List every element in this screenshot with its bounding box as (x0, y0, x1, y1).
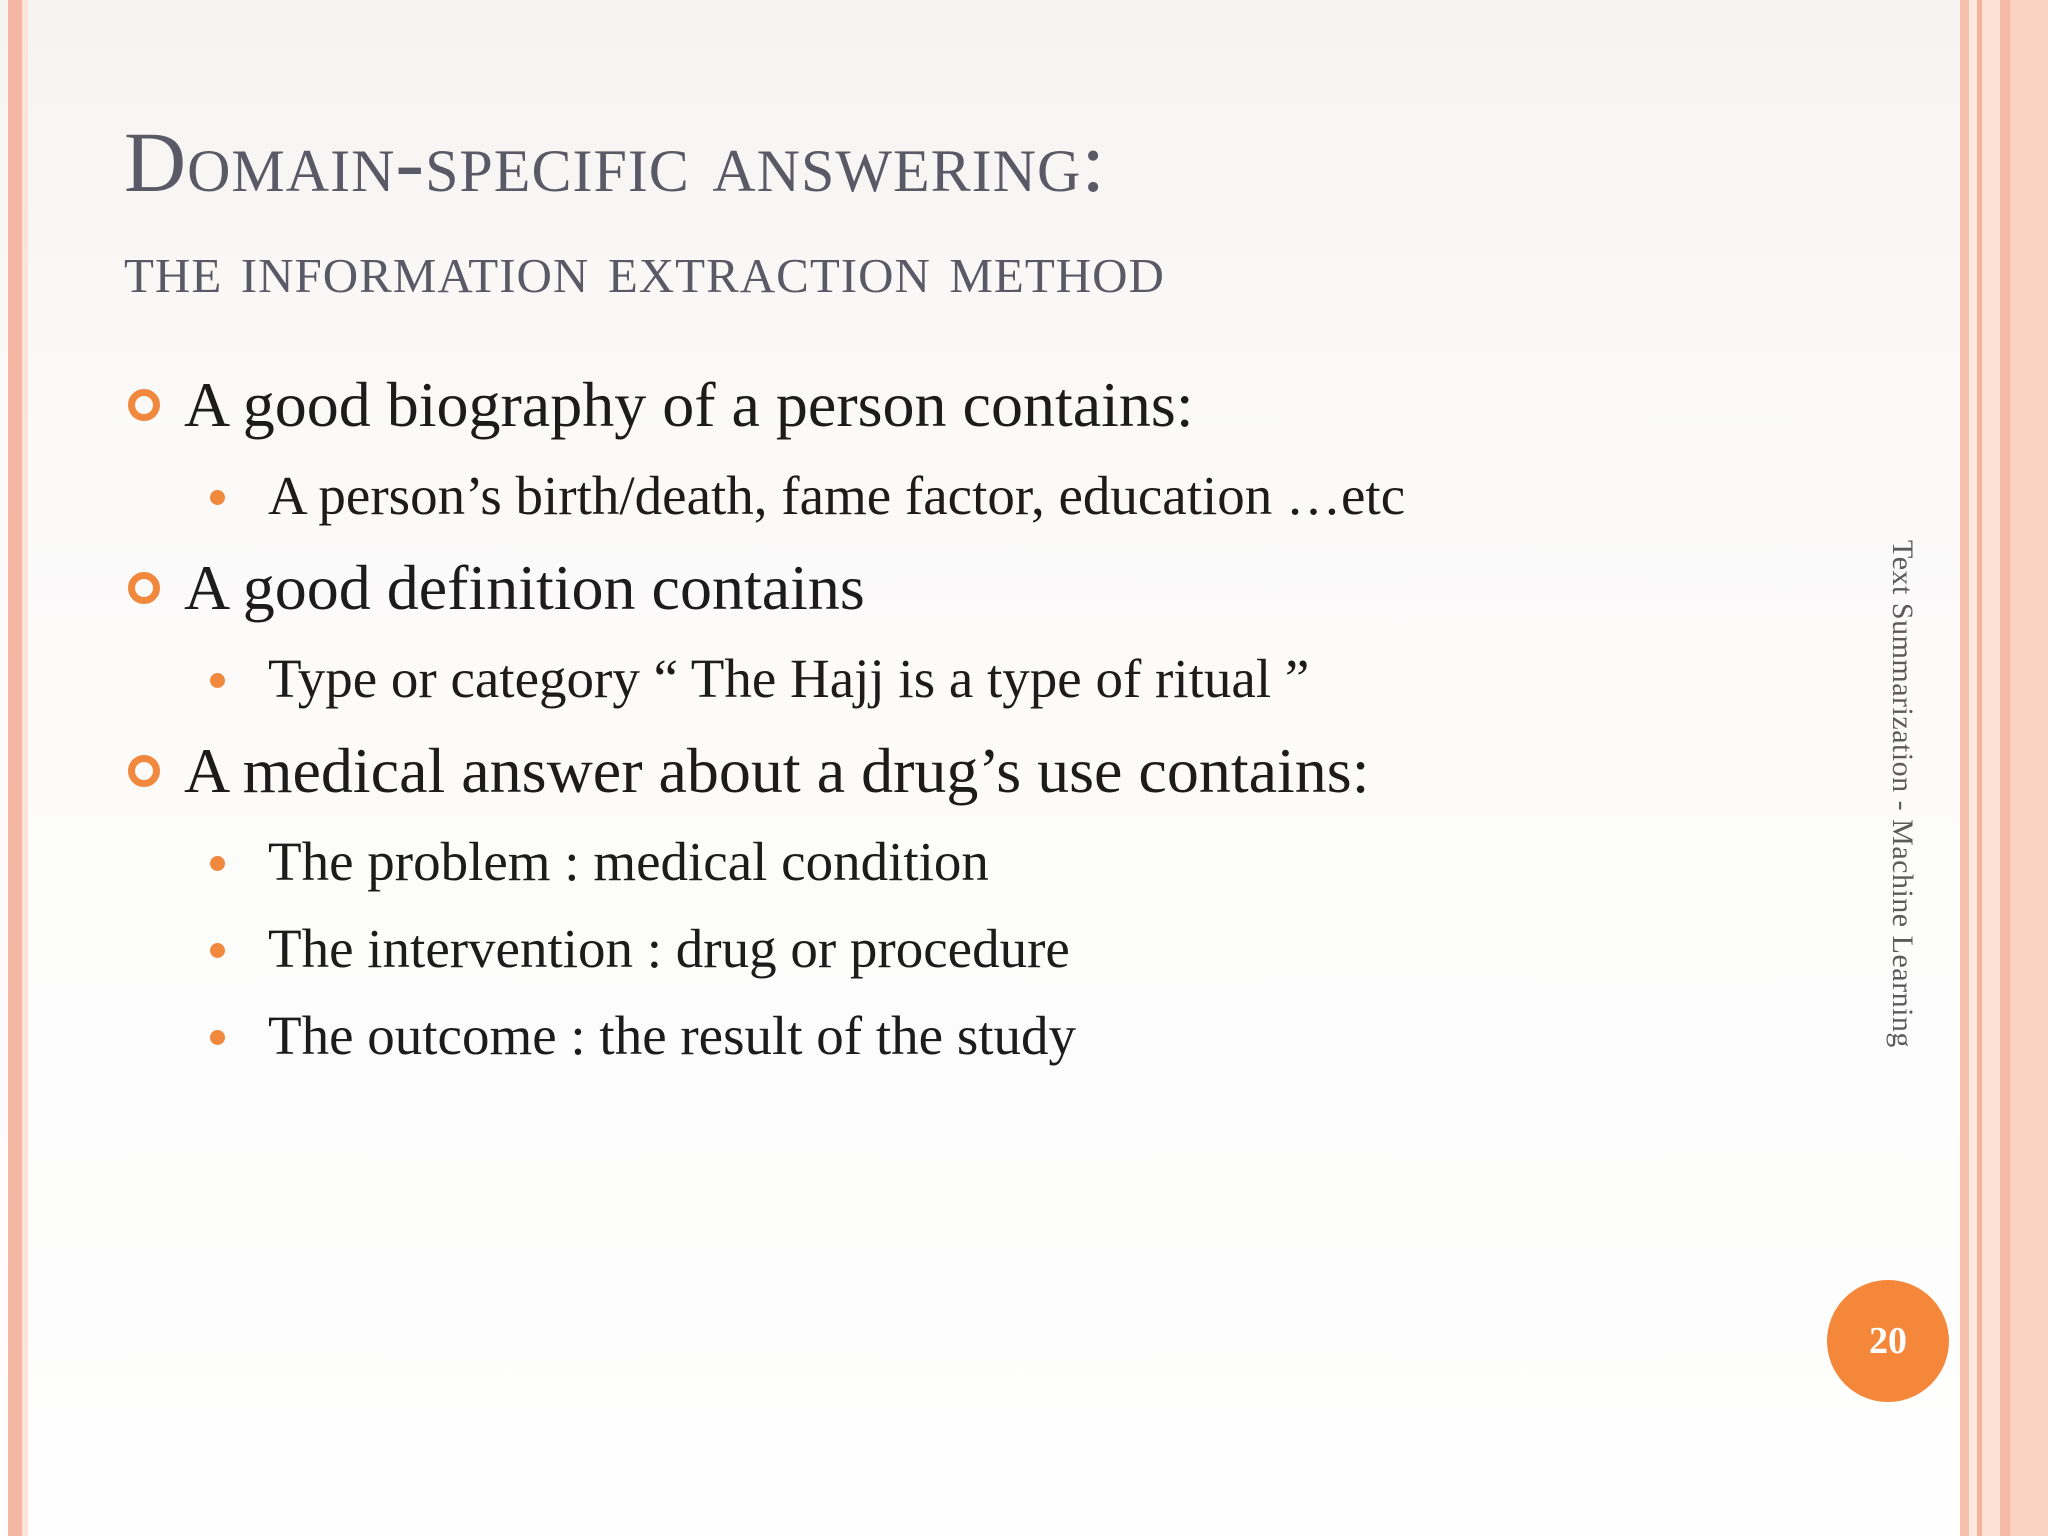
right-border-band (1960, 0, 1969, 1536)
bullet-text: A good biography of a person contains: (184, 369, 1194, 440)
sub-bullet-biography-details (124, 461, 1704, 531)
bullet-biography (124, 365, 1704, 445)
right-border-band (1969, 0, 1977, 1536)
filled-dot-icon (210, 856, 225, 871)
sub-bullet-outcome (124, 1001, 1704, 1071)
slide-title (124, 108, 1165, 324)
filled-dot-icon (210, 490, 225, 505)
vertical-footer-text: Text Summarization - Machine Learning (1886, 540, 1919, 1048)
bullet-text: A good definition contains (184, 552, 865, 623)
sub-bullet-definition-type (124, 644, 1704, 714)
page-number-badge: 20 (1827, 1280, 1949, 1402)
sub-bullet-text: The intervention : drug or procedure (268, 918, 1070, 979)
filled-dot-icon (210, 1030, 225, 1045)
bullet-medical-answer (124, 731, 1704, 811)
sub-bullet-problem (124, 827, 1704, 897)
sub-bullet-text: Type or category “ The Hajj is a type of ritual ” (268, 648, 1310, 709)
sub-bullet-text: The outcome : the result of the study (268, 1005, 1077, 1066)
bullet-text: A medical answer about a drug’s use contains: (184, 735, 1370, 806)
hollow-circle-icon (128, 755, 160, 787)
sub-bullet-intervention (124, 914, 1704, 984)
sub-bullet-text: A person’s birth/death, fame factor, education …etc (268, 465, 1406, 526)
filled-dot-icon (210, 943, 225, 958)
hollow-circle-icon (128, 572, 160, 604)
left-border-stripe (8, 0, 22, 1536)
right-border-band (1982, 0, 2000, 1536)
filled-dot-icon (210, 673, 225, 688)
bullet-definition (124, 548, 1704, 628)
sub-bullet-text: The problem : medical condition (268, 831, 989, 892)
slide-title-line-2: the information extraction method (124, 231, 1165, 308)
right-border-band (2010, 0, 2048, 1536)
right-border-band (2000, 0, 2010, 1536)
left-border-stripe-inner (22, 0, 28, 1536)
hollow-circle-icon (128, 389, 160, 421)
bullet-list (124, 365, 1704, 1088)
slide-title-line-1: Domain-specific answering: (124, 114, 1107, 210)
